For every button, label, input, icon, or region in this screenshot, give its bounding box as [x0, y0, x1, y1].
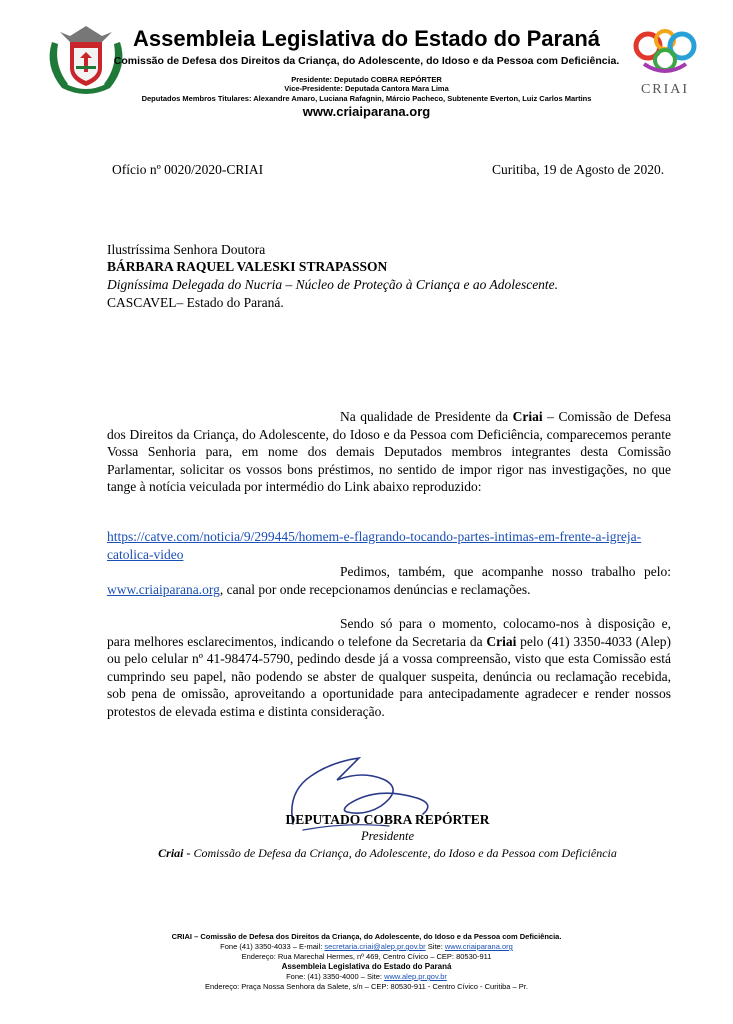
p3-text-end: pelo (41) 3350-4033 (Alep) ou pelo celular nº 41-98474-5790, pedindo desde já a vossa compreensão, visto que esta Comissão está cumprindo seu papel, não podendo se abster de qualquer suspeita, denúncia ou reclamação recebida, sob pena de omissão, aproveitando a oportunidade para antecipadamente agradecer e render nossos protestos de elevada estima e distinta consideração.	[107, 633, 671, 719]
footer-address-criai: Endereço: Rua Marechal Hermes, nº 469, Centro Cívico – CEP: 80530-911	[241, 952, 492, 961]
p2-website-link[interactable]: www.criaiparana.org	[107, 581, 220, 597]
footer-site-label: Site:	[425, 942, 445, 951]
footer-assembly-phone: Fone: (41) 3350-4000 – Site:	[286, 972, 385, 981]
committee-criai-bold: Criai -	[158, 846, 191, 860]
body-paragraph-1	[107, 408, 671, 496]
p3-criai-bold: Criai	[486, 633, 517, 649]
signatory-role: Presidente	[361, 829, 414, 843]
body-paragraph-3	[107, 615, 671, 720]
header-members: Deputados Membros Titulares: Alexandre Amaro, Luciana Rafagnin, Márcio Pacheco, Subtenente Everton, Luiz Carlos Martins	[141, 94, 592, 103]
letter-reference: Ofício nº 0020/2020-CRIAI	[112, 162, 264, 177]
recipient-position: Digníssima Delegada do Nucria – Núcleo de Proteção à Criança e ao Adolescente.	[107, 277, 559, 292]
recipient-location: CASCAVEL– Estado do Paraná.	[107, 295, 284, 310]
footer-email-link[interactable]: secretaria.criai@alep.pr.gov.br	[324, 942, 426, 951]
p2-text-start: Pedimos, também, que acompanhe nosso trabalho pelo:	[340, 564, 671, 579]
recipient-name: BÁRBARA RAQUEL VALESKI STRAPASSON	[107, 259, 388, 274]
footer-contact	[0, 942, 733, 951]
p1-text-start: Na qualidade de Presidente da	[340, 409, 513, 424]
news-link-block	[107, 528, 671, 563]
letter-date: Curitiba, 19 de Agosto de 2020.	[492, 162, 665, 177]
body-paragraph-2	[107, 563, 671, 598]
footer-assembly-contact	[0, 972, 733, 981]
p3-text-start: Sendo só para o momento, colocamo-nos à disposição e, para melhores esclarecimentos, indicando o telefone da Secretaria da	[107, 616, 671, 649]
signatory-name: DEPUTADO COBRA REPÓRTER	[285, 812, 490, 827]
header-website[interactable]: www.criaiparana.org	[302, 104, 431, 119]
footer-phone: Fone (41) 3350-4033 – E-mail:	[220, 942, 325, 951]
footer-committee: CRIAI – Comissão de Defesa dos Direitos da Criança, do Adolescente, do Idoso e da Pessoa com Deficiência.	[171, 932, 562, 941]
header-title: Assembleia Legislativa do Estado do Paraná	[132, 26, 601, 51]
recipient-salutation: Ilustríssima Senhora Doutora	[107, 242, 266, 257]
criai-logo-text: CRIAI	[640, 82, 690, 97]
signatory-committee	[0, 846, 733, 861]
footer-alep-site-link[interactable]: www.alep.pr.gov.br	[384, 972, 447, 981]
p1-criai-bold: Criai	[512, 409, 543, 424]
p1-text-end: – Comissão de Defesa dos Direitos da Criança, do Adolescente, do Idoso e da Pessoa com Deficiência, comparecemos perante Vossa Senhoria para, em nome dos demais Deputados membros integrantes desta Comissão Parlamentar, solicitar os vossos bons préstimos, no sentido de impor rigor nas investigações, no que tange à notícia veiculada por intermédio do Link abaixo reproduzido:	[107, 409, 671, 494]
footer-address-assembly: Endereço: Praça Nossa Senhora da Salete, s/n – CEP: 80530-911 - Centro Cívico - Curitiba – Pr.	[205, 982, 528, 991]
footer-assembly-name: Assembleia Legislativa do Estado do Paraná	[281, 962, 452, 971]
footer-criai-site-link[interactable]: www.criaiparana.org	[444, 942, 513, 951]
header-subtitle: Comissão de Defesa dos Direitos da Criança, do Adolescente, do Idoso e da Pessoa com Deficiência.	[113, 55, 620, 67]
header-president: Presidente: Deputado COBRA REPÓRTER	[291, 75, 442, 84]
p2-text-end: , canal por onde recepcionamos denúncias e reclamações.	[219, 581, 531, 597]
news-link[interactable]: https://catve.com/noticia/9/299445/homem-e-flagrando-tocando-partes-intimas-em-frente-a-igreja-catolica-video	[107, 529, 642, 562]
header-vice-president: Vice-Presidente: Deputada Cantora Mara Lima	[284, 84, 449, 93]
committee-name: Comissão de Defesa da Criança, do Adolescente, do Idoso e da Pessoa com Deficiência	[190, 846, 617, 860]
